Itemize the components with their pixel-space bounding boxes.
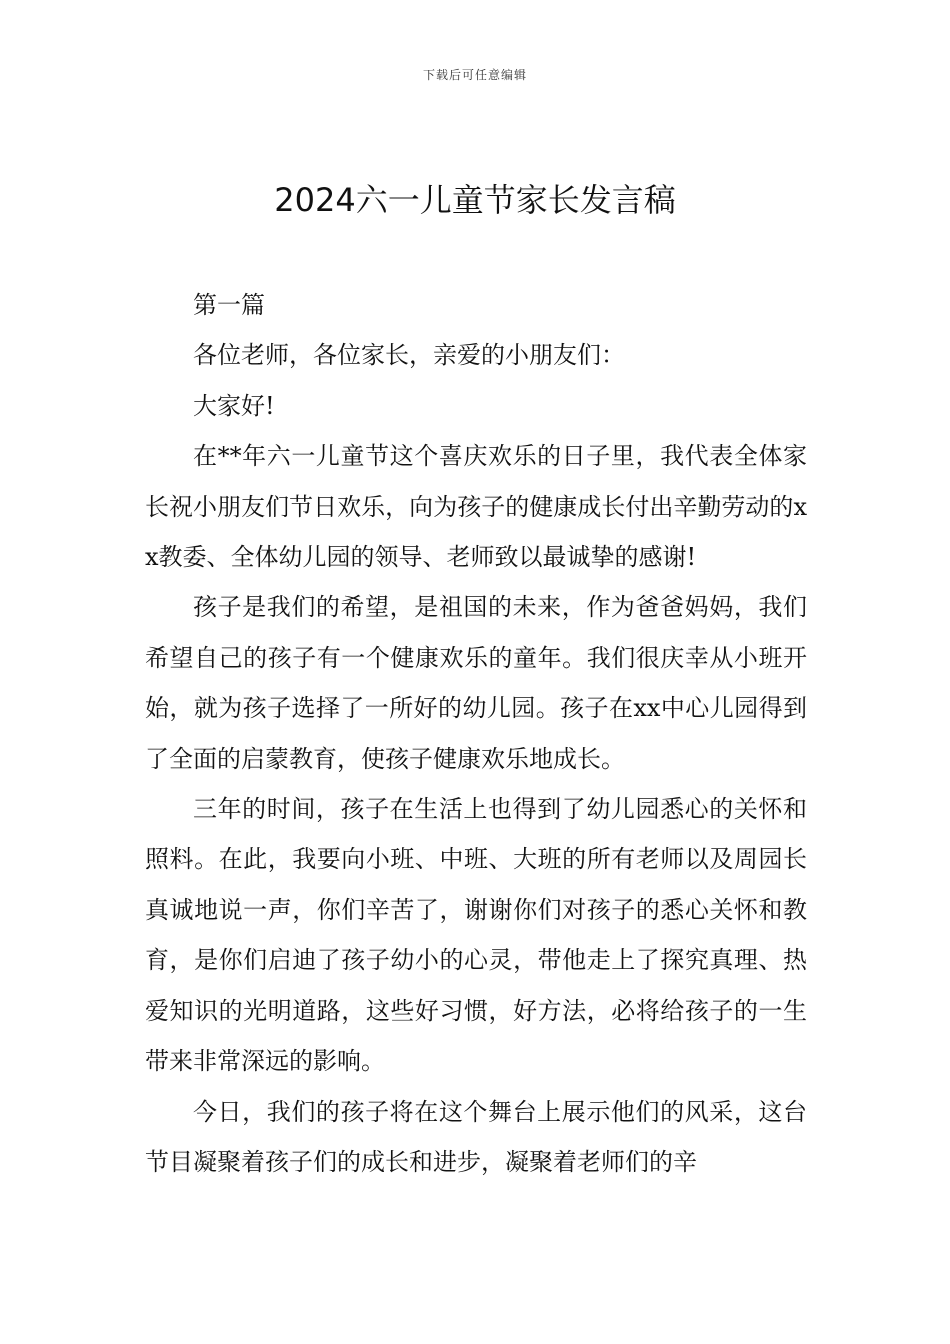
document-body <box>145 280 807 1187</box>
header-note: 下载后可任意编辑 <box>422 68 527 82</box>
paragraph: 今日，我们的孩子将在这个舞台上展示他们的风采，这台节目凝聚着孩子们的成长和进步，凝聚着老师们的辛 <box>145 1097 807 1176</box>
paragraph: 三年的时间，孩子在生活上也得到了幼儿园悉心的关怀和照料。在此，我要向小班、中班、大班的所有老师以及周园长真诚地说一声，你们辛苦了，谢谢你们对孩子的悉心关怀和教育，是你们启迪了孩子幼小的心灵，带他走上了探究真理、热爱知识的光明道路，这些好习惯，好方法，必将给孩子的一生带来非常深远的影响。 <box>145 795 807 1076</box>
paragraph: 孩子是我们的希望，是祖国的未来，作为爸爸妈妈，我们希望自己的孩子有一个健康欢乐的童年。我们很庆幸从小班开始，就为孩子选择了一所好的幼儿园。孩子在xx中心儿园得到了全面的启蒙教育，使孩子健康欢乐地成长。 <box>145 593 807 773</box>
paragraph-section-heading: 第一篇 <box>193 291 265 319</box>
paragraph-salutation: 各位老师，各位家长，亲爱的小朋友们： <box>193 341 625 370</box>
paragraph: 在**年六一儿童节这个喜庆欢乐的日子里，我代表全体家长祝小朋友们节日欢乐，向为孩子的健康成长付出辛勤劳动的xx教委、全体幼儿园的领导、老师致以最诚挚的感谢! <box>145 442 807 572</box>
paragraph-greeting: 大家好! <box>193 391 275 420</box>
document-title: 2024六一儿童节家长发言稿 <box>274 181 676 219</box>
